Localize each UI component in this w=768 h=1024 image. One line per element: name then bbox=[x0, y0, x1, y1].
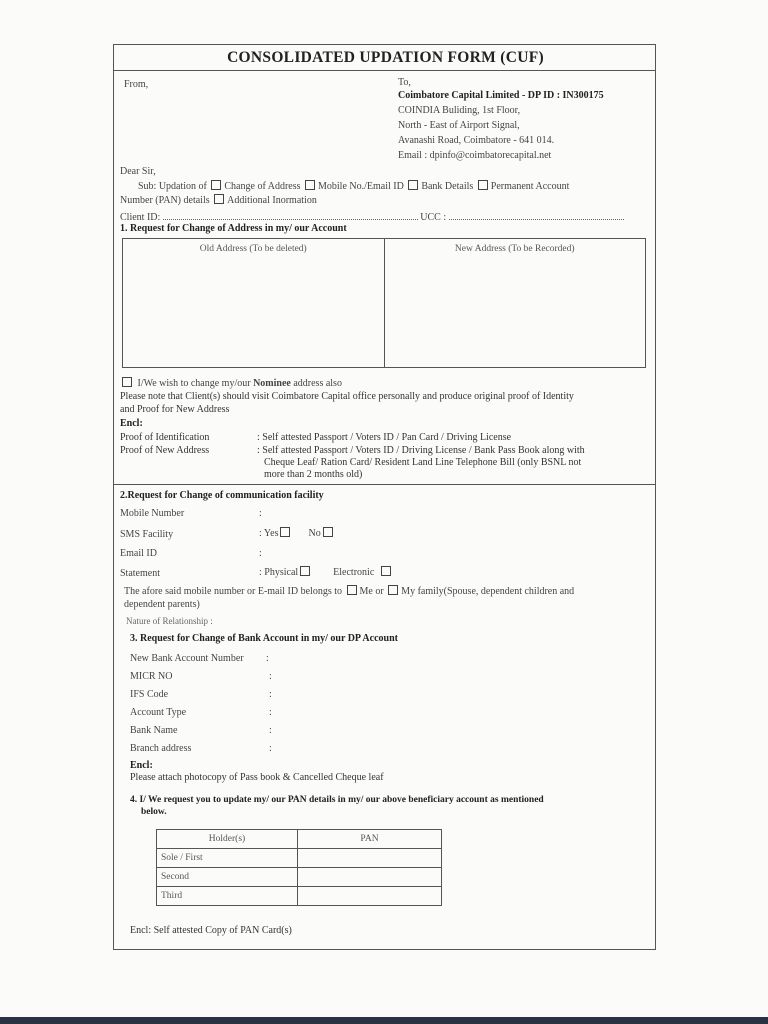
statement-label: Statement bbox=[120, 568, 160, 579]
holder-header: Holder(s) bbox=[157, 830, 298, 849]
sms-no-label: No bbox=[308, 528, 321, 539]
section4-heading-line2: below. bbox=[141, 807, 167, 817]
to-address-line2: North - East of Airport Signal, bbox=[398, 120, 520, 131]
belongs-row bbox=[124, 585, 574, 597]
table-row bbox=[157, 849, 442, 868]
bank-account-number-colon[interactable]: : bbox=[266, 653, 269, 664]
bank-details-checkbox[interactable] bbox=[408, 180, 418, 190]
table-row bbox=[157, 887, 442, 906]
client-id-field[interactable] bbox=[163, 210, 418, 220]
ifs-label: IFS Code bbox=[130, 689, 169, 700]
section3-encl: Encl: bbox=[130, 760, 153, 771]
to-label: To, bbox=[398, 77, 411, 88]
ucc-label: UCC : bbox=[420, 212, 447, 223]
micr-colon[interactable]: : bbox=[269, 671, 272, 682]
title-divider bbox=[114, 70, 655, 71]
section2-heading: 2.Request for Change of communication facility bbox=[120, 490, 324, 501]
ucc-field[interactable] bbox=[449, 210, 624, 220]
proof-addr-line1: : Self attested Passport / Voters ID / Driving License / Bank Pass Book along with bbox=[257, 445, 585, 456]
belongs-line2: dependent parents) bbox=[124, 599, 200, 610]
from-label: From, bbox=[124, 79, 149, 90]
old-address-cell[interactable] bbox=[123, 239, 385, 368]
section3-heading: 3. Request for Change of Bank Account in my/ our DP Account bbox=[130, 633, 398, 644]
to-address-line1: COINDIA Buliding, 1st Floor, bbox=[398, 105, 521, 116]
proof-addr-line2: Cheque Leaf/ Ration Card/ Resident Land Line Telephone Bill (only BSNL not bbox=[264, 457, 582, 468]
cuf-form bbox=[113, 44, 656, 950]
table-row bbox=[157, 868, 442, 887]
sms-yes-checkbox[interactable] bbox=[280, 527, 290, 537]
subject-prefix: Sub: Updation of bbox=[138, 181, 207, 192]
branch-address-label: Branch address bbox=[130, 743, 192, 754]
change-address-label: Change of Address bbox=[224, 181, 301, 192]
additional-info-checkbox[interactable] bbox=[214, 194, 224, 204]
holder-third: Third bbox=[157, 887, 298, 906]
mobile-email-label: Mobile No./Email ID bbox=[318, 181, 404, 192]
account-type-label: Account Type bbox=[130, 707, 187, 718]
note-line1: Please note that Client(s) should visit Coimbatore Capital office personally and produce original proof of Identity bbox=[120, 391, 574, 402]
bank-name-colon[interactable]: : bbox=[269, 725, 272, 736]
nominee-checkbox[interactable] bbox=[122, 377, 132, 387]
pan-table bbox=[156, 829, 442, 906]
form-title: CONSOLIDATED UPDATION FORM (CUF) bbox=[227, 49, 544, 66]
bank-details-label: Bank Details bbox=[421, 181, 474, 192]
section2-divider bbox=[114, 484, 655, 485]
ifs-colon[interactable]: : bbox=[269, 689, 272, 700]
micr-label: MICR NO bbox=[130, 671, 173, 682]
pan-first-field[interactable] bbox=[298, 849, 442, 868]
bank-account-number-label: New Bank Account Number bbox=[130, 653, 244, 664]
nominee-row bbox=[120, 377, 342, 389]
new-address-cell[interactable] bbox=[384, 239, 646, 368]
section3-encl-text: Please attach photocopy of Pass book & Cancelled Cheque leaf bbox=[130, 772, 384, 783]
belongs-me-checkbox[interactable] bbox=[347, 585, 357, 595]
nominee-text-pre: I/We wish to change my/our bbox=[137, 378, 251, 389]
statement-physical-label: Physical bbox=[264, 567, 299, 578]
proof-id-label: Proof of Identification bbox=[120, 432, 210, 443]
branch-address-colon[interactable]: : bbox=[269, 743, 272, 754]
to-email: Email : dpinfo@coimbatorecapital.net bbox=[398, 150, 552, 161]
note-line2: and Proof for New Address bbox=[120, 404, 230, 415]
client-id-row bbox=[120, 210, 624, 223]
belongs-family-label: My family(Spouse, dependent children and bbox=[401, 586, 575, 597]
email-colon: : bbox=[259, 548, 262, 559]
holder-first: Sole / First bbox=[157, 849, 298, 868]
sms-options: : Yes No bbox=[259, 527, 336, 539]
holder-second: Second bbox=[157, 868, 298, 887]
sms-yes-label: Yes bbox=[263, 528, 279, 539]
sms-no-checkbox[interactable] bbox=[323, 527, 333, 537]
mobile-colon: : bbox=[259, 508, 262, 519]
pan-label-a: Permanent Account bbox=[490, 181, 570, 192]
subject-line2 bbox=[120, 194, 317, 206]
statement-electronic-label: Electronic bbox=[333, 567, 375, 578]
pan-third-field[interactable] bbox=[298, 887, 442, 906]
bank-name-label: Bank Name bbox=[130, 725, 178, 736]
account-type-colon[interactable]: : bbox=[269, 707, 272, 718]
scan-edge bbox=[0, 1017, 768, 1024]
statement-electronic-checkbox[interactable] bbox=[381, 566, 391, 576]
section1-encl: Encl: bbox=[120, 418, 143, 429]
nominee-text-post: address also bbox=[293, 378, 342, 389]
pan-table-header bbox=[157, 830, 442, 849]
proof-id-value: : Self attested Passport / Voters ID / Pan Card / Driving License bbox=[257, 432, 512, 443]
new-address-header: New Address (To be Recorded) bbox=[454, 244, 575, 254]
belongs-text: The afore said mobile number or E-mail ID belongs to bbox=[124, 586, 342, 597]
statement-physical-checkbox[interactable] bbox=[300, 566, 310, 576]
email-label: Email ID bbox=[120, 548, 157, 559]
pan-checkbox[interactable] bbox=[478, 180, 488, 190]
pan-header: PAN bbox=[298, 830, 442, 849]
section4-heading-line1: 4. I/ We request you to update my/ our PAN details in my/ our above beneficiary account as mentioned bbox=[130, 795, 544, 805]
salutation: Dear Sir, bbox=[120, 166, 156, 177]
pan-second-field[interactable] bbox=[298, 868, 442, 887]
relationship-label: Nature of Relationship : bbox=[126, 616, 213, 626]
old-address-header: Old Address (To be deleted) bbox=[199, 244, 307, 254]
to-address-line3: Avanashi Road, Coimbatore - 641 014. bbox=[398, 135, 555, 146]
section1-heading: 1. Request for Change of Address in my/ our Account bbox=[120, 223, 347, 234]
section4-encl: Encl: Self attested Copy of PAN Card(s) bbox=[130, 925, 292, 936]
additional-info-label: Additional Inormation bbox=[227, 195, 317, 206]
mobile-email-checkbox[interactable] bbox=[305, 180, 315, 190]
pan-label-b: Number (PAN) details bbox=[120, 195, 210, 206]
mobile-label: Mobile Number bbox=[120, 508, 185, 519]
to-company: Coimbatore Capital Limited - DP ID : IN300175 bbox=[398, 90, 604, 101]
client-id-label: Client ID: bbox=[120, 212, 161, 223]
sms-label: SMS Facility bbox=[120, 529, 174, 540]
statement-options: : Physical Electronic bbox=[259, 566, 394, 578]
belongs-family-checkbox[interactable] bbox=[388, 585, 398, 595]
subject-line bbox=[138, 180, 569, 192]
address-table bbox=[122, 238, 646, 368]
belongs-me-label: Me or bbox=[359, 586, 384, 597]
proof-addr-label: Proof of New Address bbox=[120, 445, 210, 456]
nominee-text-bold: Nominee bbox=[253, 378, 291, 389]
proof-addr-line3: more than 2 months old) bbox=[264, 469, 363, 480]
change-address-checkbox[interactable] bbox=[211, 180, 221, 190]
